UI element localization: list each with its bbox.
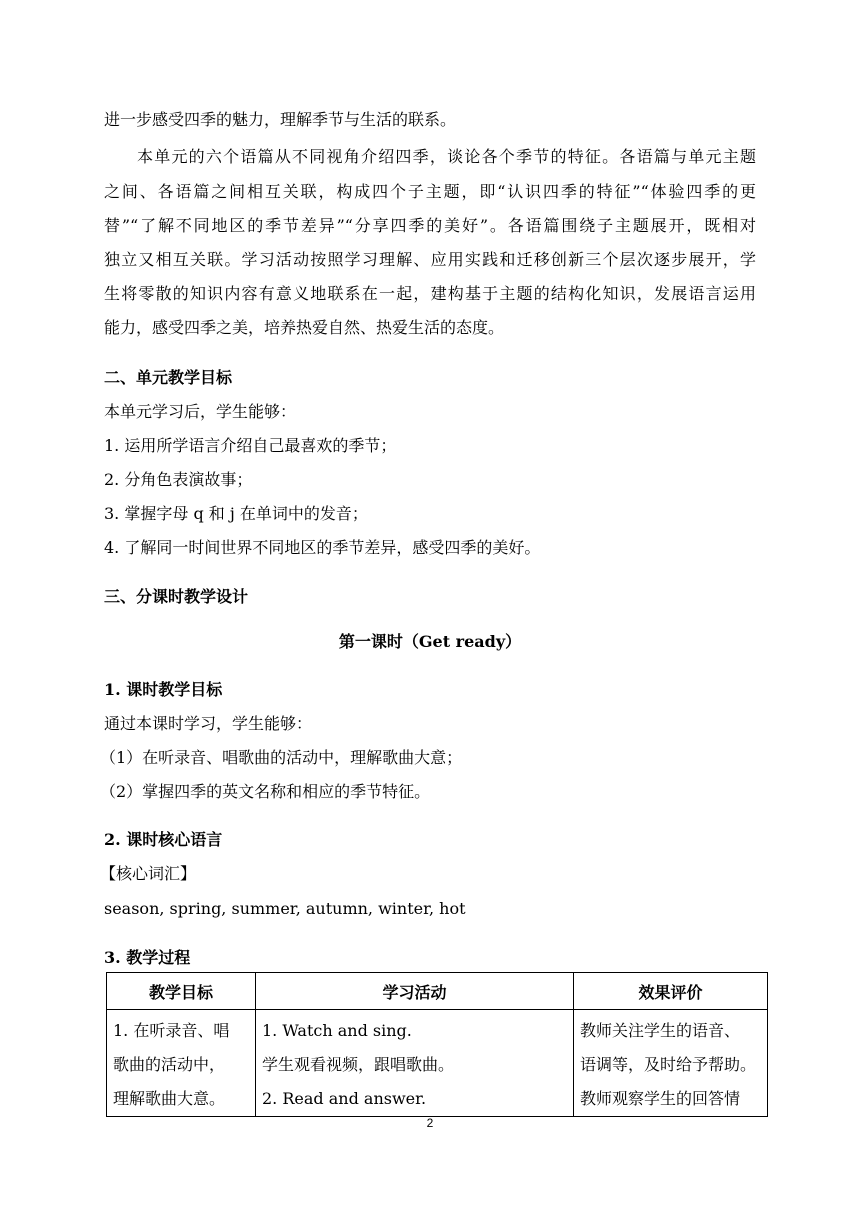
lesson-goal-item: （2）掌握四季的英文名称和相应的季节特征。 (100, 782, 431, 801)
lesson-title: 第一课时（Get ready） (338, 632, 522, 651)
table-cell-evaluation (574, 1010, 768, 1117)
cell-line: 1. Watch and sing. (262, 1021, 412, 1040)
intro-paragraph-line: 本单元的六个语篇从不同视角介绍四季，谈论各个季节的特征。各语篇与单元主题 (137, 147, 756, 166)
table-header-row (107, 973, 768, 1010)
process-heading: 3. 教学过程 (104, 948, 191, 967)
goal-item: 3. 掌握字母 q 和 j 在单词中的发音； (104, 504, 368, 523)
table-header-goal: 教学目标 (107, 973, 256, 1010)
section-heading-lessons: 三、分课时教学设计 (104, 587, 249, 606)
vocab-label: 【核心词汇】 (100, 864, 197, 883)
intro-line: 进一步感受四季的魅力，理解季节与生活的联系。 (104, 110, 457, 129)
cell-line: 理解歌曲大意。 (113, 1089, 226, 1108)
intro-paragraph-line: 生将零散的知识内容有意义地联系在一起，建构基于主题的结构化知识，发展语言运用 (104, 284, 756, 303)
table-header-activity: 学习活动 (256, 973, 574, 1010)
cell-line: 1. 在听录音、唱 (113, 1021, 230, 1040)
section-heading-goals: 二、单元教学目标 (104, 368, 233, 387)
teaching-process-table (106, 972, 768, 1117)
cell-line: 歌曲的活动中， (113, 1055, 226, 1074)
table-header-evaluation: 效果评价 (574, 973, 768, 1010)
vocab-list: season, spring, summer, autumn, winter, hot (104, 899, 466, 918)
intro-paragraph-line: 之间、各语篇之间相互关联，构成四个子主题，即“认识四季的特征”“体验四季的更 (104, 182, 756, 201)
cell-line: 教师关注学生的语音、 (580, 1021, 741, 1040)
cell-line: 教师观察学生的回答情 (580, 1089, 741, 1108)
goal-item: 4. 了解同一时间世界不同地区的季节差异，感受四季的美好。 (104, 538, 541, 557)
table-cell-goal (107, 1010, 256, 1117)
page-number: 2 (426, 1116, 434, 1130)
core-language-heading: 2. 课时核心语言 (104, 830, 223, 849)
lesson-goals-lead: 通过本课时学习，学生能够： (104, 714, 313, 733)
table-cell-activity (256, 1010, 574, 1117)
cell-line: 学生观看视频，跟唱歌曲。 (262, 1055, 455, 1074)
intro-paragraph-line: 独立又相互关联。学习活动按照学习理解、应用实践和迁移创新三个层次逐步展开，学 (104, 250, 756, 269)
lesson-goal-item: （1）在听录音、唱歌曲的活动中，理解歌曲大意； (100, 748, 463, 767)
intro-paragraph-line: 替”“了解不同地区的季节差异”“分享四季的美好”。各语篇围绕子主题展开，既相对 (104, 216, 756, 235)
table-row (107, 1010, 768, 1117)
cell-line: 语调等，及时给予帮助。 (580, 1055, 757, 1074)
goals-lead: 本单元学习后，学生能够： (104, 402, 297, 421)
goal-item: 2. 分角色表演故事； (104, 470, 253, 489)
cell-line: 2. Read and answer. (262, 1089, 427, 1108)
lesson-goals-heading: 1. 课时教学目标 (104, 680, 223, 699)
intro-paragraph-line: 能力，感受四季之美，培养热爱自然、热爱生活的态度。 (104, 318, 505, 337)
goal-item: 1. 运用所学语言介绍自己最喜欢的季节； (104, 436, 397, 455)
